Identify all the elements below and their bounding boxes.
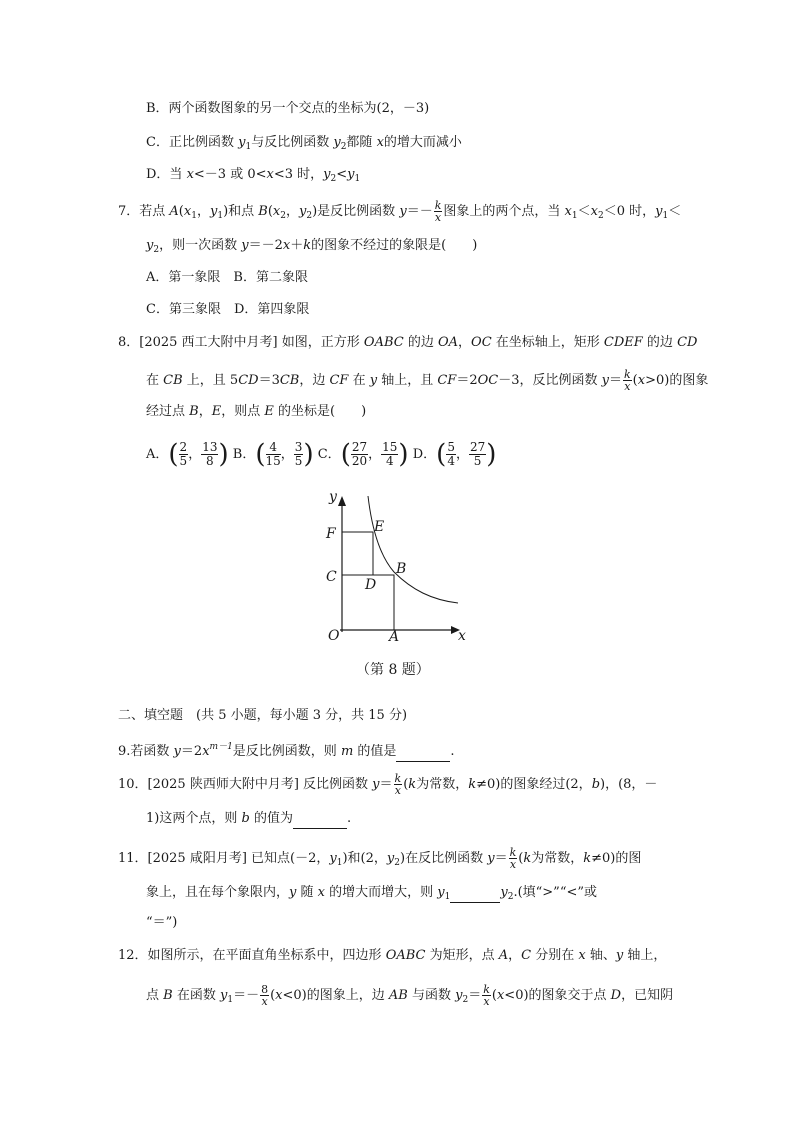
label-d: D [365,577,377,593]
rectangle-cdef [342,532,373,575]
label-o: O [328,628,340,644]
q7-options-cd: C．第三象限 D．第四象限 [146,302,310,317]
q10-stem-line1: 10．[2025 陕西师大附中月考] 反比例函数 y＝ $\frac{k}{x}$ (k为常数，k≠0)的图象经过(2，b)，(8，－ [118,772,658,797]
label-e: E [374,519,385,535]
label-b: B [396,561,407,577]
q8-option-a: A．( $\frac{2}{5}$ ， $\frac{13}{8}$ ) [146,439,229,469]
label-a: A [389,629,400,644]
q7-stem-line2: $y_2$，则一次函数 y＝－2x＋k的图象不经过的象限是( ) [146,238,478,255]
fraction-k-over-x: $\frac{k}{x}$ [623,368,631,393]
fraction-k-over-x: $\frac{k}{x}$ [483,983,490,1008]
section-fill-in-heading: 二、填空题 (共 5 小题，每小题 3 分，共 15 分) [118,708,408,723]
q9-answer-blank[interactable] [396,743,450,762]
q12-stem-line1: 12．如图所示，在平面直角坐标系中，四边形 OABC 为矩形，点 A，C 分别在 x 轴、y 轴上， [118,948,667,963]
q8-options [146,436,496,473]
fraction-k-over-x: $\frac{k}{x}$ [434,199,442,224]
q12-stem-line2: 点 B 在函数 $y_1=-$ $\frac{8}{x}$ (x<0)的图象上，边 AB 与函数 $y_2=$ $\frac{k}{x}$ (x<0)的图象交于点 D，已知阴 [146,983,674,1008]
q7-options-ab: A．第一象限 B．第二象限 [146,270,308,285]
q11-stem-line2: 象上，且在每个象限内，y 随 x 的增大而增大，则 $y_1$ $y_2$.(填“>”“<”或 [146,885,598,902]
y-axis-arrow-icon [338,496,346,506]
q6-option-c: C．正比例函数 $y_1$与反比例函数 $y_2$都随 x的增大而减小 [146,135,462,152]
q8-option-c: C．( $\frac{27}{20}$ ， $\frac{15}{4}$ ) [317,439,409,469]
q11-stem-line3: “＝”) [146,915,178,930]
q8-stem-line2: 在 CB 上，且 5CD＝3CB，边 CF 在 y 轴上，且 CF＝2OC－3，反比例函数 y＝ $\frac{k}{x}$ (x>0)的图象 [146,368,709,393]
label-c: C [326,569,337,585]
fraction-8-over-x: $\frac{8}{x}$ [261,983,269,1008]
label-f: F [326,526,336,542]
q10-stem-line2: 1)这两个点，则 b 的值为 . [146,810,351,829]
q7-stem-line1: 7．若点 $A(x_1$，$y_1$)和点 $B(x_2$，$y_2$)是反比例函数 y＝－ $\frac{k}{x}$ 图象上的两个点，当 $x_1<x_2<0$ 时，$y_1<$ [118,199,682,224]
fraction-k-over-x: $\frac{k}{x}$ [394,772,402,797]
hyperbola-curve [368,496,458,603]
q9-stem: 9.若函数 $y=2x^{m-1}$是反比例函数，则 m 的值是 . [118,738,455,762]
q11-answer-blank[interactable] [450,884,500,903]
q6-option-d: D．当 x<－3 或 0<x<3 时，$y_2<y_1$ [146,167,361,184]
fraction-k-over-x: $\frac{k}{x}$ [509,846,517,871]
q8-option-b: B．( $\frac{4}{15}$ ， $\frac{3}{5}$ ) [232,439,314,469]
q8-figure [320,484,480,644]
q11-stem-line1: 11．[2025 咸阳月考] 已知点(－2，$y_1$)和(2，$y_2$)在反比例函数 y＝ $\frac{k}{x}$ (k为常数，k≠0)的图 [118,846,642,871]
q8-stem-line1: 8．[2025 西工大附中月考] 如图，正方形 OABC 的边 OA，OC 在坐标轴上，矩形 CDEF 的边 CD [118,335,698,350]
q6-option-b: B．两个函数图象的另一个交点的坐标为(2，－3) [146,101,430,116]
label-y: y [329,489,337,505]
q8-figure-caption: （第 8 题） [356,662,430,678]
q10-answer-blank[interactable] [293,810,347,829]
label-x: x [458,628,466,644]
q8-option-d: D．( $\frac{5}{4}$ ， $\frac{27}{5}$ ) [412,439,497,469]
q8-stem-line3: 经过点 B，E，则点 E 的坐标是( ) [146,404,367,419]
